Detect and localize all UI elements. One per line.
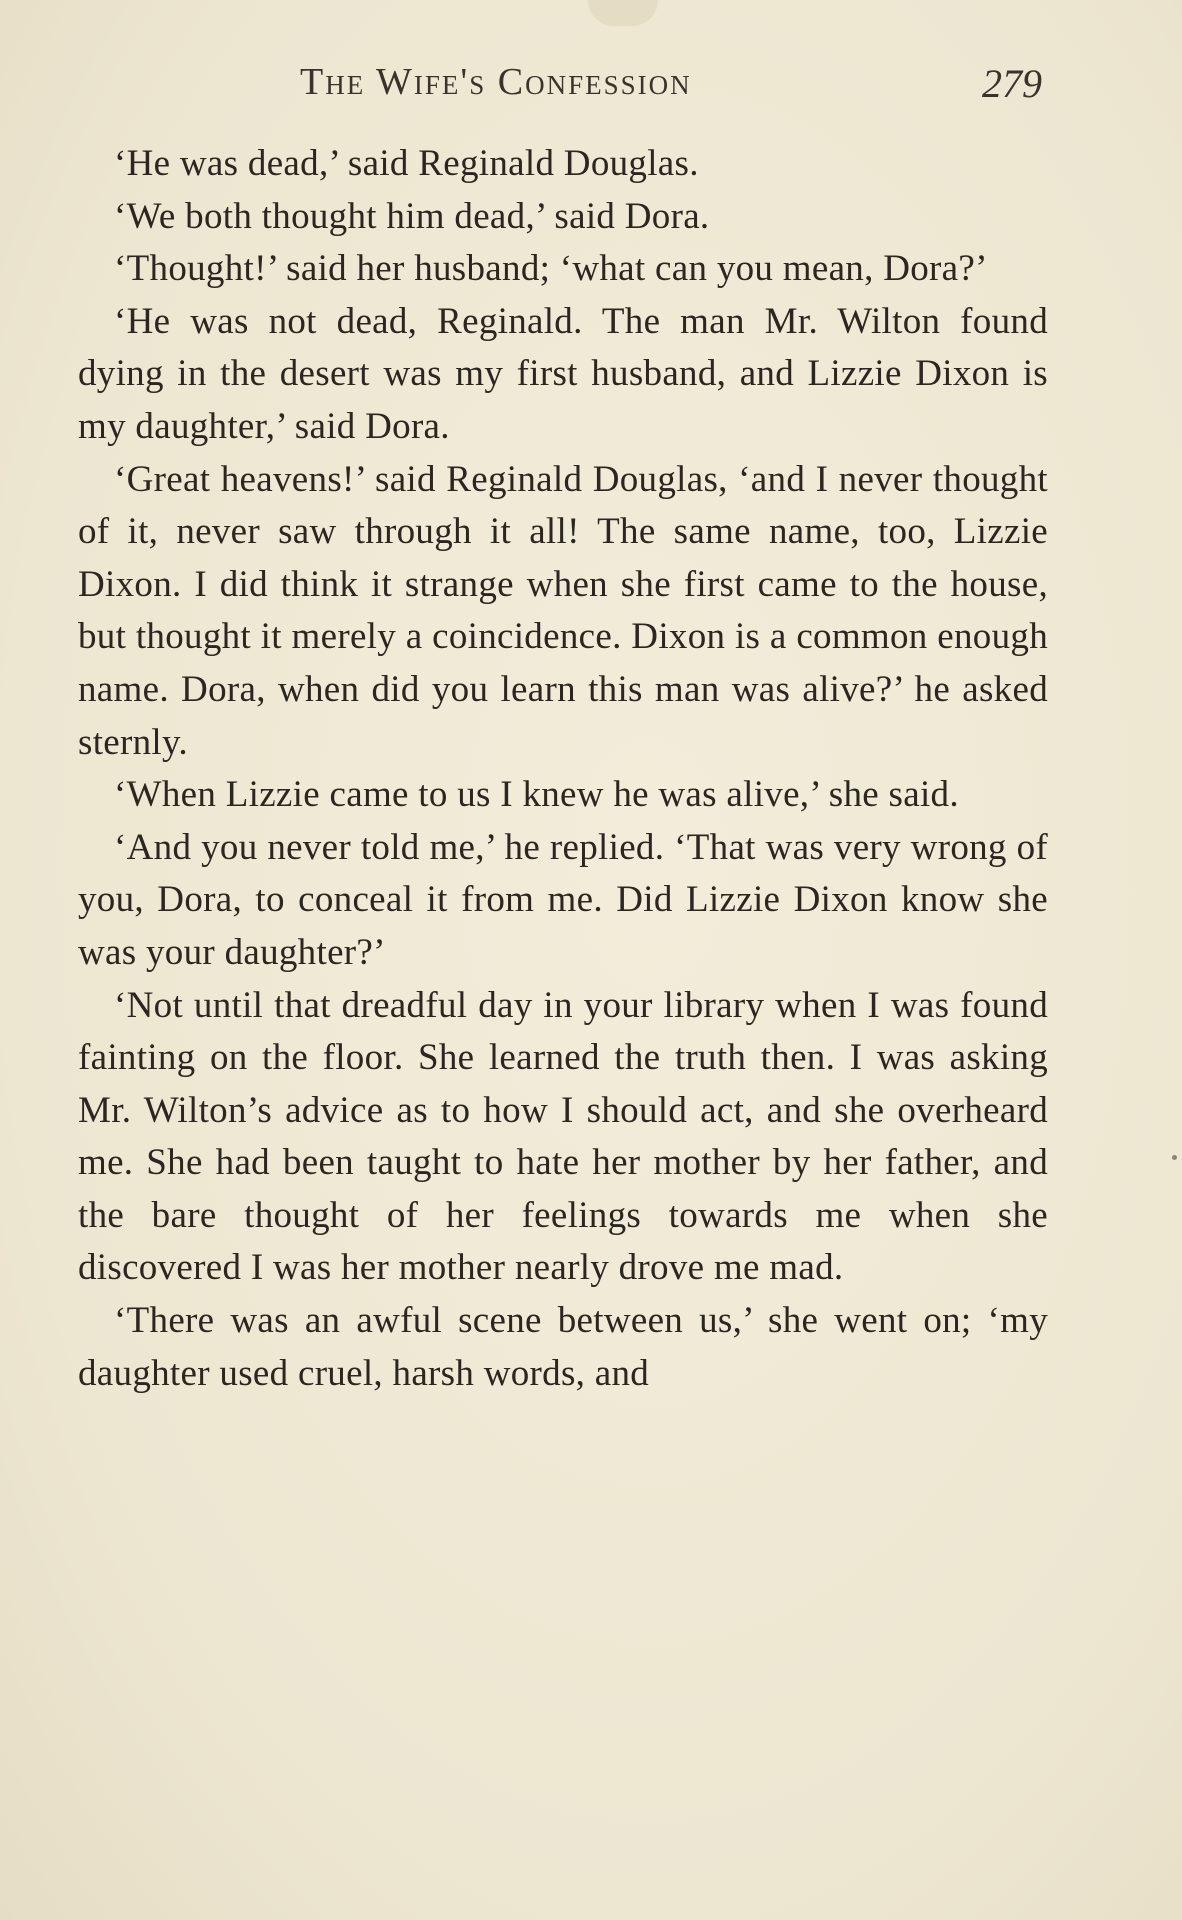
- paragraph: ‘He was not dead, Reginald. The man Mr. Wilton found dying in the desert was my first husband, and Lizzie Dixon is my daughter,’ said Dora.: [78, 300, 1048, 447]
- body-text: [78, 138, 1048, 1400]
- paragraph: ‘Thought!’ said her husband; ‘what can you mean, Dora?’: [114, 248, 988, 290]
- ink-speck: [1172, 1155, 1177, 1160]
- paragraph: ‘We both thought him dead,’ said Dora.: [114, 195, 710, 237]
- paragraph: ‘Not until that dreadful day in your library when I was found fainting on the floor. She learned the truth then. I was asking Mr. Wilton’s advice as to how I should act, and she overheard me. She had been taught to hate her mother by her father, and the bare thought of her feelings towards me when she discovered I was her mother nearly drove me mad.: [78, 984, 1048, 1289]
- paragraph: ‘And you never told me,’ he replied. ‘That was very wrong of you, Dora, to conceal it from me. Did Lizzie Dixon know she was your daughter?’: [78, 826, 1048, 973]
- paragraph: ‘There was an awful scene between us,’ she went on; ‘my daughter used cruel, harsh words, and: [78, 1300, 1048, 1394]
- page-tab-mark: [588, 0, 658, 26]
- running-title: The Wife's Confession: [300, 61, 692, 103]
- paragraph: ‘When Lizzie came to us I knew he was alive,’ she said.: [114, 774, 959, 816]
- running-head: [0, 60, 1182, 110]
- paragraph: ‘He was dead,’ said Reginald Douglas.: [114, 143, 699, 184]
- page-number: 279: [982, 61, 1042, 106]
- paragraph: ‘Great heavens!’ said Reginald Douglas, ‘and I never thought of it, never saw through it all! The same name, too, Lizzie Dixon. I did think it strange when she first came to the house, but thought it merely a coincidence. Dixon is a common enough name. Dora, when did you learn this man was alive?’ he asked sternly.: [78, 458, 1048, 763]
